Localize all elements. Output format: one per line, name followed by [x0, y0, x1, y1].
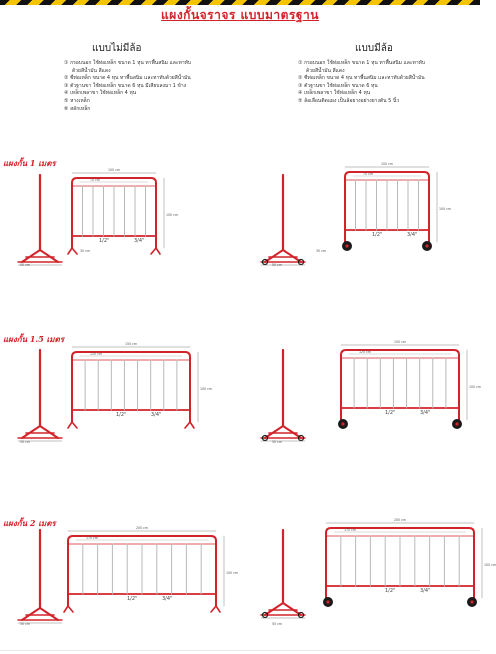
barrier-foot [68, 606, 73, 612]
dim-frac-a: 1/2" [99, 238, 110, 244]
dim-inner: 70 cm [363, 172, 373, 176]
barrier-frame [341, 350, 459, 420]
side-leg [22, 426, 40, 438]
dim-height: 100 cm [469, 385, 481, 389]
section-label-1m: แผงกั้น 1 เมตร [3, 158, 56, 168]
side-leg [265, 426, 283, 438]
feature-item: ⑤ ล้อเลื่อนติดแผง เป็นล้อยางอย่างยางตัน 5 นิ้ว [298, 97, 400, 104]
side-leg [22, 250, 40, 262]
barrier-foot [185, 422, 190, 428]
dim-inner: 120 cm [359, 350, 371, 354]
dim-base: 50 cm [272, 622, 282, 626]
side-leg [40, 608, 58, 620]
dim-width: 200 cm [394, 518, 406, 522]
dim-width: 150 cm [394, 340, 406, 344]
dim-frac-b: 3/4" [151, 412, 162, 418]
barrier-foot [156, 248, 160, 254]
barrier-frame [72, 352, 190, 422]
barrier-foot [72, 422, 77, 428]
side-leg [283, 250, 301, 262]
side-leg [283, 426, 301, 438]
section-label-1-5m: แผงกั้น 1.5 เมตร [3, 334, 65, 344]
wheel-hub [455, 422, 458, 425]
dim-height: 100 cm [226, 571, 238, 575]
side-leg [265, 603, 283, 615]
dim-foot: 30 cm [316, 249, 326, 253]
dim-frac-b: 3/4" [407, 232, 418, 238]
feature-item: ④ เหล็กเพลาขา ใช้ท่อเหล็ก 4 หุน [64, 90, 137, 97]
dim-width: 200 cm [136, 526, 148, 530]
feature-item: ③ ตัวฐานขา ใช้ท่อเหล็ก ขนาด 6 หุน [298, 82, 378, 89]
page-title: แผงกั้นจราจร แบบมาตรฐาน [161, 8, 319, 22]
side-leg [40, 426, 58, 438]
dim-base: 50 cm [272, 440, 282, 444]
dim-base: 50 cm [272, 263, 282, 267]
side-leg [265, 250, 283, 262]
dim-width: 100 cm [108, 168, 120, 172]
dim-frac-b: 3/4" [162, 596, 173, 602]
dim-inner: 70 cm [90, 178, 100, 182]
feature-item-cont: ด้วยสีน้ำมัน สีแดง [306, 67, 345, 74]
dim-frac-b: 3/4" [420, 410, 431, 416]
feature-item: ① กรอบนอก ใช้ท่อเหล็ก ขนาด 1 หุน ทาพื้นสนิม และทาทับ [298, 60, 426, 66]
side-leg [40, 250, 58, 262]
dim-frac-a: 1/2" [116, 412, 127, 418]
side-leg [283, 603, 301, 615]
dim-height: 100 cm [166, 213, 178, 217]
feature-item: ③ ตัวฐานขา ใช้ท่อเหล็ก ขนาด 6 หุน มีเสียบลงมา 1 ข้าง [64, 82, 187, 89]
heading-with-wheels: แบบมีล้อ [355, 43, 393, 54]
dim-height: 100 cm [200, 387, 212, 391]
wheel-hub [345, 244, 348, 247]
barrier-foot [64, 606, 68, 612]
wheel-hub [326, 600, 329, 603]
wheel-hub [341, 422, 344, 425]
dim-width: 100 cm [381, 162, 393, 166]
side-leg [22, 608, 40, 620]
dim-frac-b: 3/4" [134, 238, 145, 244]
dim-width: 150 cm [125, 342, 137, 346]
wheel-hub [425, 244, 428, 247]
feature-item: ① กรอบนอก ใช้ท่อเหล็ก ขนาด 1 หุน ทาพื้นสนิม และทาทับ [64, 60, 192, 66]
barrier-foot [211, 606, 216, 612]
feature-item: ② ซี่ท่อเหล็ก ขนาด 4 หุน ทาพื้นสนิม และทาทับด้วยสีน้ำมัน [64, 75, 191, 82]
feature-item: ④ เหล็กเพลาขา ใช้ท่อเหล็ก 4 หุน [298, 90, 371, 97]
dim-foot: 30 cm [80, 249, 90, 253]
dim-frac-a: 1/2" [385, 410, 396, 416]
barrier-foot [216, 606, 220, 612]
heading-no-wheels: แบบไม่มีล้อ [92, 43, 142, 54]
dim-frac-b: 3/4" [420, 588, 431, 594]
dim-inner: 170 cm [344, 528, 356, 532]
feature-item: ② ซี่ท่อเหล็ก ขนาด 4 หุน ทาพื้นสนิม และทาทับด้วยสีน้ำมัน [298, 75, 425, 82]
dim-height: 100 cm [484, 563, 496, 567]
barrier-foot [72, 248, 77, 254]
barrier-foot [68, 248, 72, 254]
dim-base: 50 cm [20, 440, 30, 444]
feature-item-cont: ด้วยสีน้ำมัน สีแดง [72, 67, 111, 74]
dim-frac-a: 1/2" [372, 232, 383, 238]
barrier-foot [190, 422, 194, 428]
dim-inner: 170 cm [86, 536, 98, 540]
dim-frac-a: 1/2" [385, 588, 396, 594]
barrier-foot [68, 422, 72, 428]
wheel-hub [470, 600, 473, 603]
section-label-2m: แผงกั้น 2 เมตร [3, 518, 56, 528]
dim-height: 100 cm [439, 207, 451, 211]
bottom-rule [0, 650, 480, 651]
dim-base: 50 cm [20, 263, 30, 267]
dim-inner: 120 cm [90, 352, 102, 356]
dim-base: 50 cm [20, 622, 30, 626]
feature-item: ⑥ สลักเหล็ก [64, 105, 91, 112]
barrier-foot [151, 248, 156, 254]
dim-frac-a: 1/2" [127, 596, 138, 602]
feature-item: ⑤ หางเหล็ก [64, 97, 90, 104]
